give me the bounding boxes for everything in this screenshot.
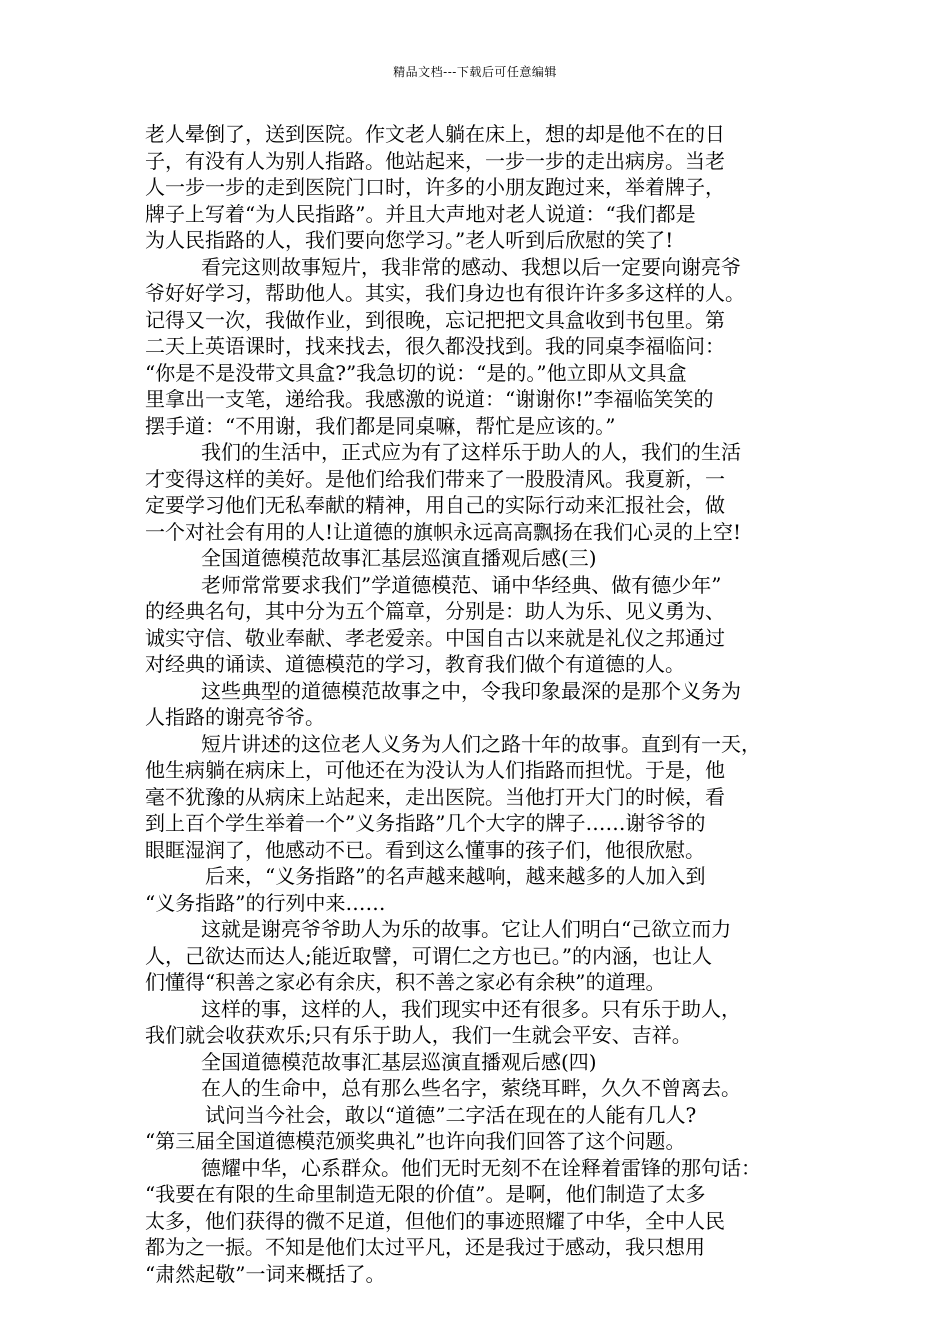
text-line: 人一步一步的走到医院门口时，许多的小朋友跑过来，举着牌子， [145,175,725,199]
text-line: 到上百个学生举着一个”义务指路”几个大字的牌子……谢爷爷的 [145,811,706,835]
paragraph [145,545,813,572]
text-line: 二天上英语课时，找来找去，很久都没找到。我的同桌李福临问： [145,334,725,358]
paragraph [145,121,813,254]
text-line: 全国道德模范故事汇基层巡演直播观后感(四) [201,1049,597,1074]
text-line: 全国道德模范故事汇基层巡演直播观后感(三) [201,546,597,570]
paragraph [145,916,813,996]
text-line: 都为之一振。不知是他们太过平凡，还是我过于感动，我只想用 [145,1235,705,1259]
text-line: 我们就会收获欢乐;只有乐于助人，我们一生就会平安、吉祥。 [145,1023,692,1047]
text-line: 太多，他们获得的微不足道，但他们的事迹照耀了中华，全中人民 [145,1208,725,1233]
text-line: “你是不是没带文具盒?”我急切的说：“是的。”他立即从文具盒 [145,360,687,385]
text-line: 眼眶湿润了，他感动不已。看到这么懂事的孩子们，他很欣慰。 [145,837,705,862]
text-line: 我们的生活中，正式应为有了这样乐于助人的人，我们的生活 [201,440,741,464]
text-line: 定要学习他们无私奉献的精神，用自己的实际行动来汇报社会，做 [145,493,725,517]
document-body [145,121,813,1287]
text-line: 人指路的谢亮爷爷。 [145,705,325,729]
text-line: 他生病躺在病床上，可他还在为没认为人们指路而担忧。于是，他 [145,758,725,782]
text-line: 这些典型的道德模范故事之中，令我印象最深的是那个义务为 [201,678,741,703]
text-line: 毫不犹豫的从病床上站起来，走出医院。当他打开大门的时候，看 [145,784,725,809]
page-header: 精品文档---下载后可任意编辑 [393,65,557,79]
text-line: “我要在有限的生命里制造无限的价值”。是啊，他们制造了太多 [145,1182,706,1206]
text-line: 里拿出一支笔，递给我。我感激的说道：“谢谢你!”李福临笑笑的 [145,387,714,411]
text-line: 这就是谢亮爷爷助人为乐的故事。它让人们明白“己欲立而力 [201,917,732,941]
text-line: 在人的生命中，总有那么些名字，萦绕耳畔，久久不曾离去。 [201,1076,741,1100]
text-line: 诚实守信、敬业奉献、孝老爱亲。中国自古以来就是礼仪之邦通过 [145,625,725,650]
text-line: 人，己欲达而达人;能近取譬，可谓仁之方也已。”的内涵，也让人 [145,943,712,968]
text-line: 看完这则故事短片，我非常的感动、我想以后一定要向谢亮爷 [201,254,741,279]
paragraph [145,678,813,731]
text-line: “肃然起敬”一词来概括了。 [145,1261,386,1286]
text-line: 记得又一次，我做作业，到很晚，忘记把把文具盒收到书包里。第 [145,307,725,332]
text-line: 这样的事，这样的人，我们现实中还有很多。只有乐于助人， [201,996,741,1021]
text-line: 一个对社会有用的人!让道德的旗帜永远高高飘扬在我们心灵的上空! [145,519,742,544]
paragraph [145,863,813,916]
text-line: 后来，“义务指路”的名声越来越响，越来越多的人加入到 [205,864,706,888]
text-line: 爷好好学习，帮助他人。其实，我们身边也有很许许多多这样的人。 [145,281,745,305]
text-line: 短片讲述的这位老人义务为人们之路十年的故事。直到有一天， [201,731,761,756]
text-line: 试问当今社会，敢以“道德”二字活在现在的人能有几人? [205,1102,697,1127]
paragraph [145,1102,813,1155]
text-line: 才变得这样的美好。是他们给我们带来了一股股清风。我夏新，一 [145,466,725,491]
text-line: 老师常常要求我们”学道德模范、诵中华经典、做有德少年” [201,572,722,597]
paragraph [145,1155,813,1288]
text-line: 为人民指路的人，我们要向您学习。”老人听到后欣慰的笑了! [145,228,674,252]
paragraph [145,731,813,864]
text-line: 的经典名句，其中分为五个篇章，分别是：助人为乐、见义勇为、 [145,599,725,623]
paragraph [145,439,813,545]
text-line: “义务指路”的行列中来…… [145,890,386,915]
text-line: 德耀中华，心系群众。他们无时无刻不在诠释着雷锋的那句话： [201,1155,761,1180]
paragraph [145,572,813,678]
text-line: “第三届全国道德模范颁奖典礼”也许向我们回答了这个问题。 [145,1129,686,1153]
text-line: 牌子上写着“为人民指路”。并且大声地对老人说道：“我们都是 [145,201,696,226]
paragraph [145,996,813,1049]
text-line: 老人晕倒了，送到医院。作文老人躺在床上，想的却是他不在的日 [145,122,725,146]
text-line: 摆手道：“不用谢，我们都是同桌嘛，帮忙是应该的。” [145,413,616,438]
text-line: 们懂得“积善之家必有余庆，积不善之家必有余秧”的道理。 [145,970,666,994]
text-line: 子，有没有人为别人指路。他站起来，一步一步的走出病房。当老 [145,148,725,173]
paragraph [145,254,813,440]
text-line: 对经典的诵读、道德模范的学习，教育我们做个有道德的人。 [145,652,685,676]
paragraph [145,1049,813,1076]
paragraph [145,1075,813,1102]
